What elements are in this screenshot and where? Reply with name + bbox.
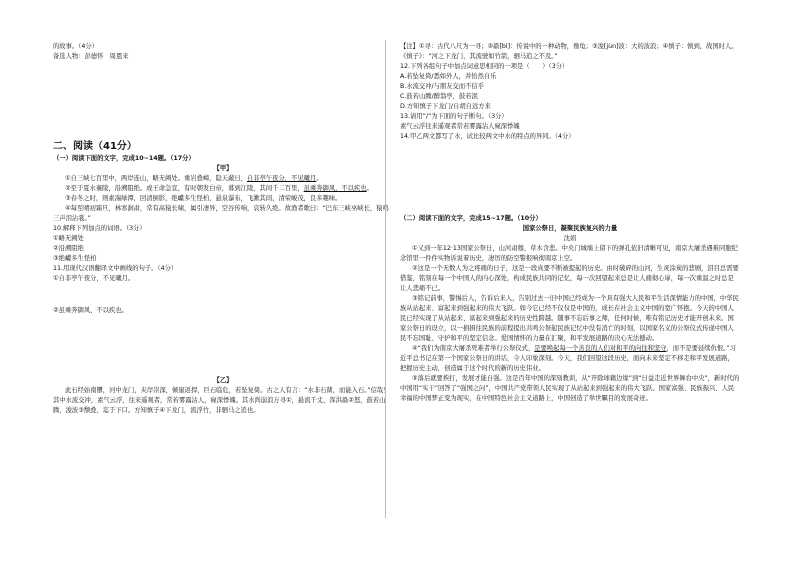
text-line: 备选人物：彭德怀 周恩来 (53, 53, 129, 60)
right-column (400, 42, 740, 404)
question-item: ①自非亭午夜分，不见曦月。 (53, 275, 135, 282)
question-13: 13.请用“/”为下面的句子断句。（3分） (400, 113, 508, 120)
question-14: 14.甲乙两文都写了水，试比较两文中水的特点的异同。（4分） (400, 133, 575, 140)
passage-paragraph: ②至于夏水襄陵，沿溯阻绝。或王命急宣，有时朝发白帝，暮到江陵，其间千二百里，虽乘奔御风，不以疾也。 (65, 185, 373, 192)
question-item: ②虽乘奔御风，不以疾也。 (53, 307, 128, 314)
choice-d: D.方知慎子下龙门/自胡自远方来 (400, 103, 491, 110)
column-divider (385, 40, 386, 518)
article-paragraph: ③铭记前事，警惕后人，告诉后来人，告别过去一旧中国已经成为一个具有强大人民和平生活深情能力的中国，中华民族从站起来、富起来到强起来的伟大飞跃。如今它已经不仅仅是中国的，成长在社会主义中国的宽广怀抱。今天的中国人民已经实现了从站起来、富起来到强起来的历史性跨越。随事不忘后事之师，任何时候，唯有铭记历史才能开创未来。国家公祭日的设立，以一捐捐往民族的前程提出共鸣公祭起民族记忆中没有消亡的时刻，以国家名义的公祭仪式传递中国人民不忘国耻、守护和平的坚定信念。爱国情怀的力量在汇聚，和平发展道路的决心无法撼动。 (400, 295, 739, 342)
article-paragraph: ①又到一年12·13国家公祭日，山河肃穆，草木含悲。中央门城墙上留下的弹孔依旧清晰可见，南京大屠杀遇难同胞纪念馆里一件件实物诉说着历史，凄厉的防空警报响彻南京上空。 (400, 245, 738, 262)
question-item: ②沿溯阻绝 (53, 245, 84, 252)
text-line: 的故事。（4分） (53, 43, 98, 50)
passage-label-yi: 【乙】 (213, 377, 233, 384)
question-group-heading: （一）阅读下面的文字，完成10~14题。（17分） (53, 155, 195, 162)
question-12: 12.下列各组句子中加点词意思相同的一项是（ ）（3分） (400, 63, 569, 70)
left-column (53, 42, 393, 416)
choice-b: B.水流交冲/与朋友交而不信乎 (400, 83, 485, 90)
article-paragraph: ②这是一个无数人为之疼痛的日子，这是一段真要不断被提起的历史。由时破碎的山河，生灵涂炭的悲剧，泪目总需要借鉴，铭刻在每一个中国人的内心深处，构成民族共同的记忆，每一次回望起来总是让人痛彻心扉，每一次重温之时总是让人悲痛不已。 (400, 265, 739, 292)
article-paragraph: ④“我们为南京大屠杀死难者举行公祭仪式，是要唤起每一个善良的人们对和平的向往和坚守，而不是要延续仇恨。”习近平总书记在第一个国家公祭日的讲话，令人印象深刻。今天，我们回望这段历史，面向未来坚定不移走和平发展道路，把握历史主动，创造属于这个时代的新的历史伟业。 (400, 345, 736, 372)
passage-paragraph: ③春冬之时，则素湍绿潭，回清倒影，绝巘多生怪柏，悬泉瀑布，飞漱其间，清荣峻茂，良多趣味。 (65, 195, 342, 202)
question-item: ①略无阙处 (53, 235, 84, 242)
underlined-sentence: 虽乘奔御风，不以疾也 (303, 185, 367, 192)
passage-paragraph: ④每至晴初霜旦，林寒涧肃，常有高猿长啸，属引凄异，空谷传响，哀转久绝。故渔者歌曰：“巴东三峡巫峡长，猿鸣三声泪沾裳。” (53, 205, 389, 222)
section-heading: 二、阅读（41分） (53, 141, 137, 152)
question-item: 素气云浮往来遥观者常若雾露沾人窥深悸魄 (400, 123, 520, 130)
passage-paragraph: ①自三峡七百里中，两岸连山，略无阙处。重岩叠嶂，隐天蔽日，自非亭午夜分，不见曦月。 (65, 175, 323, 182)
question-item: ③绝巘多生怪柏 (53, 255, 97, 262)
article-author: 沈娟 (563, 235, 577, 242)
underlined-sentence: 是要唤起每一个善良的人们对和平的向往和坚守 (534, 345, 667, 352)
question-11: 11.用现代汉语翻译文中画线的句子。（4分） (53, 265, 178, 272)
article-paragraph: ⑤落后就要挨打，发展才能自强。这是百年中国的深刻教训，从“开除球籍边缘”到“日益走近世界舞台中央”，新时代的中国用“实干”回答了“强国之问”，中国共产党带领人民实现了从站起来到强起来的伟大飞跃。国家富强、民族振兴、人民幸福的中国梦正变为现实，在中国特色社会主义道路上，中国创造了举世瞩目的发展奇迹。 (400, 375, 740, 402)
choice-a: A.若坠复倚/悉如外人，并怡然自乐 (400, 73, 497, 80)
article-title: 国家公祭日，凝聚民族复兴的力量 (522, 225, 618, 232)
annotation-note: 【注】①寻：古代八尺为一寻；②赑[bì]：传说中的一种动物，像龟；③浚[jùn]波：大的波浪；④慎子：慎到，战国时人。《慎子》：“河之下龙门，其流驶如竹箭，驷马追之不及。” (400, 43, 738, 60)
underlined-sentence: 自非亭午夜分，不见曦月 (246, 175, 317, 182)
question-group-heading: （二）阅读下面的文字，完成15~17题。（10分） (400, 215, 542, 222)
choice-c: C.鼓若山腾/醉翁亭，鼓若泯 (400, 93, 478, 100)
passage-paragraph: 此石经始南隳，河中龙门，夹岸崇深，倾崖返捍，巨石临危，若坠复倚。古之人有言：“水非石凿，而能入石。”信哉！其中水流交冲，素气云浮，往来遥观者，常若雾露沾人，窥深悸魄。其水尚崩浪万寻①，悬流千丈，浑洪赑②怒，鼓若山腾，浚波③颓叠，迄于下口。方知慎子④下龙门，流浮竹，非驷马之追也。 (53, 387, 390, 414)
passage-label-jia: 【甲】 (213, 165, 233, 172)
question-10: 10.解释下列加点的词语。（3分） (53, 225, 146, 232)
